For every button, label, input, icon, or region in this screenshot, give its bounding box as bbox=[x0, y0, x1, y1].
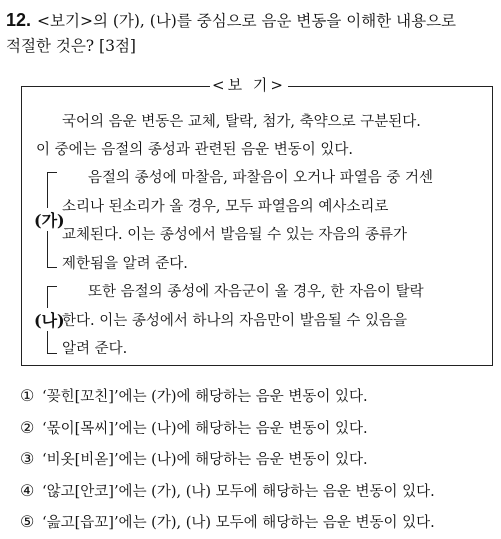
choice-3[interactable] bbox=[20, 444, 498, 476]
choice-marker: ③ bbox=[20, 449, 35, 468]
choice-4[interactable] bbox=[20, 476, 498, 508]
choice-text: ‘꽂힌[꼬친]’에는 (가)에 해당하는 음운 변동이 있다. bbox=[42, 389, 368, 405]
choice-marker: ① bbox=[20, 386, 35, 405]
bogi-intro bbox=[36, 108, 484, 164]
choice-1[interactable] bbox=[20, 381, 498, 413]
na-line-1: 또한 음절의 종성에 자음군이 올 경우, 한 자음이 탈락 bbox=[88, 284, 424, 300]
intro-line-1: 국어의 음운 변동은 교체, 탈락, 첨가, 축약으로 구분된다. bbox=[62, 114, 421, 130]
choice-marker: ⑤ bbox=[20, 512, 35, 531]
choice-5[interactable] bbox=[20, 507, 498, 539]
mark-na: (나) bbox=[33, 308, 66, 331]
question-number: 12. bbox=[6, 10, 32, 30]
choice-text: ‘비옷[비옫]’에는 (나)에 해당하는 음운 변동이 있다. bbox=[42, 452, 368, 468]
choice-marker: ④ bbox=[20, 480, 35, 500]
ga-line-3: 교체된다. 이는 종성에서 발음될 수 있는 자음의 종류가 bbox=[62, 227, 408, 243]
choice-text: ‘몫이[목씨]’에는 (나)에 해당하는 음운 변동이 있다. bbox=[42, 420, 368, 437]
question-header bbox=[6, 8, 496, 59]
choice-marker: ② bbox=[20, 417, 35, 437]
ga-line-2: 소리나 된소리가 올 경우, 모두 파열음의 예사소리로 bbox=[62, 198, 389, 215]
answer-choices bbox=[20, 381, 498, 539]
choice-text: ‘않고[안코]’에는 (가), (나) 모두에 해당하는 음운 변동이 있다. bbox=[42, 483, 435, 500]
question-text-1: <보기>의 (가), (나)를 중심으로 음운 변동을 이해한 내용으로 bbox=[37, 12, 457, 30]
question-text-2: 적절한 것은? [3점] bbox=[6, 37, 136, 55]
ga-line-1: 음절의 종성에 마찰음, 파찰음이 오거나 파열음 중 거센 bbox=[88, 170, 434, 186]
ga-line-4: 제한됨을 알려 준다. bbox=[62, 255, 188, 272]
choice-text: ‘읊고[읍꼬]’에는 (가), (나) 모두에 해당하는 음운 변동이 있다. bbox=[42, 515, 435, 531]
na-line-2: 한다. 이는 종성에서 하나의 자음만이 발음될 수 있음을 bbox=[62, 312, 408, 329]
na-line-3: 알려 준다. bbox=[62, 341, 128, 357]
mark-ga: (가) bbox=[33, 208, 66, 231]
paragraph-na bbox=[62, 278, 482, 364]
choice-2[interactable] bbox=[20, 413, 498, 445]
paragraph-ga bbox=[62, 164, 482, 278]
intro-line-2: 이 중에는 음절의 종성과 관련된 음운 변동이 있다. bbox=[36, 142, 354, 158]
bogi-title: <보 기> bbox=[210, 72, 288, 98]
question-line-1 bbox=[6, 8, 496, 34]
